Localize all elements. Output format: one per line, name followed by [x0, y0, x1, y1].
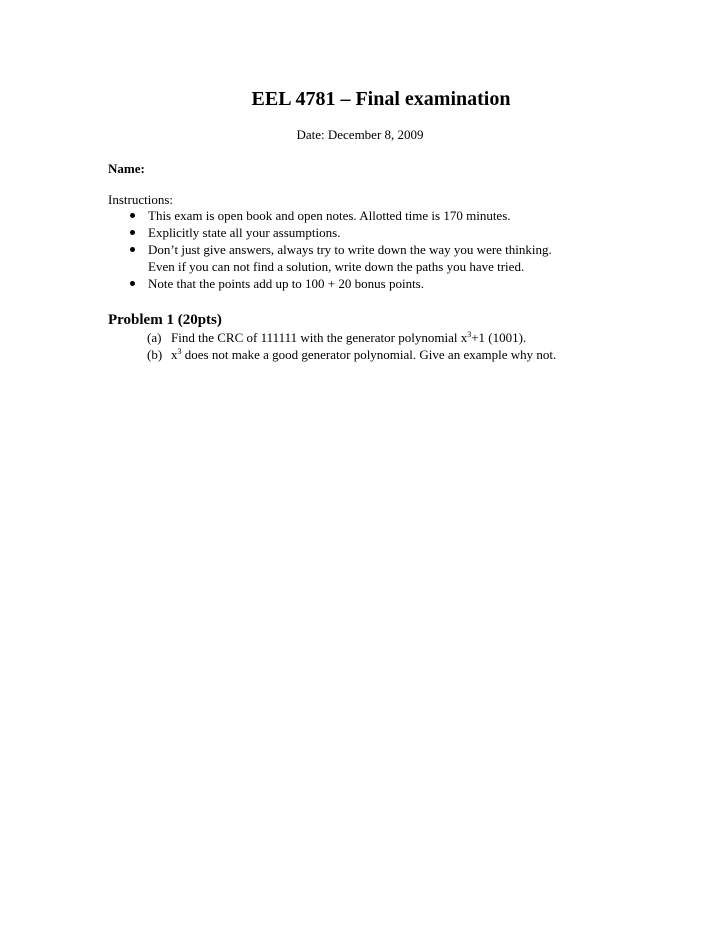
superscript: 3	[467, 330, 472, 339]
instruction-text: Note that the points add up to 100 + 20 bonus points.	[148, 276, 424, 291]
bullet-icon	[130, 281, 135, 286]
instruction-continuation	[108, 258, 668, 275]
exam-title: EEL 4781 – Final examination	[251, 88, 511, 110]
instruction-text: Don’t just give answers, always try to write down the way you were thinking.	[148, 242, 552, 257]
instructions-heading: Instructions:	[108, 192, 173, 207]
instruction-text: Even if you can not find a solution, write down the paths you have tried.	[148, 259, 525, 274]
bullet-icon	[130, 247, 135, 252]
instruction-item	[108, 224, 668, 241]
problem-1-parts	[147, 329, 667, 363]
bullet-icon	[130, 230, 135, 235]
part-text: x	[171, 347, 178, 362]
part-text: Find the CRC of 111111 with the generator polynomial x	[171, 330, 468, 345]
bullet-icon	[130, 213, 135, 218]
part-text: does not make a good generator polynomial. Give an example why not.	[181, 347, 557, 362]
problem-1-part-a	[147, 329, 667, 346]
name-label: Name:	[108, 161, 145, 176]
instruction-text: This exam is open book and open notes. Allotted time is 170 minutes.	[148, 208, 511, 223]
instruction-item	[108, 207, 668, 224]
instructions-list	[108, 207, 668, 292]
superscript: 3	[177, 347, 182, 356]
exam-date: Date: December 8, 2009	[296, 127, 424, 142]
part-marker: (b)	[147, 347, 163, 362]
instruction-text: Explicitly state all your assumptions.	[148, 225, 341, 240]
problem-1-heading: Problem 1 (20pts)	[108, 312, 222, 328]
instruction-item	[108, 275, 668, 292]
part-text: +1 (1001).	[471, 330, 527, 345]
problem-1-part-b	[147, 346, 667, 363]
instruction-item	[108, 241, 668, 258]
part-marker: (a)	[147, 330, 162, 345]
